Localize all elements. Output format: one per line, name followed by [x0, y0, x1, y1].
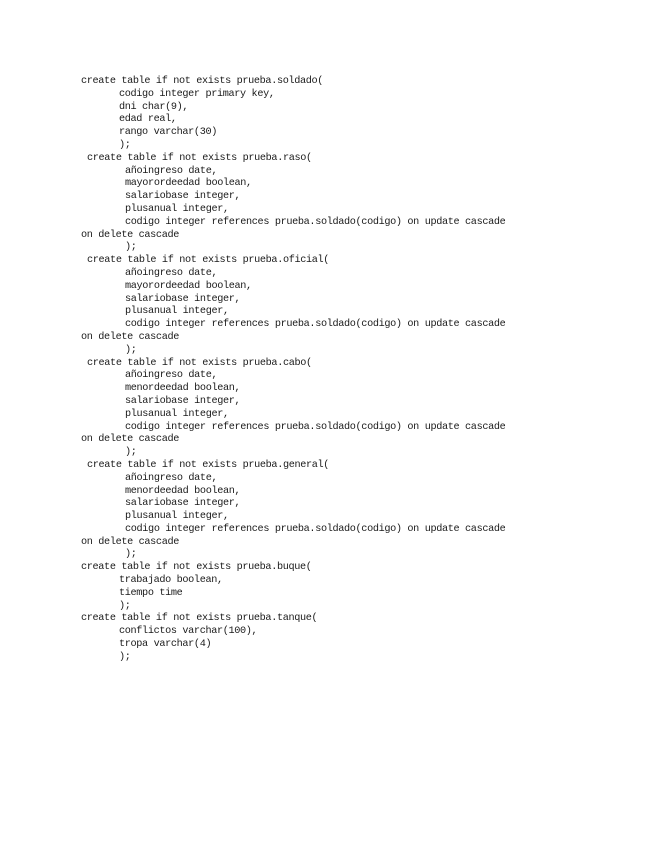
code-line: salariobase integer,	[125, 395, 241, 407]
code-line: conflictos varchar(100),	[119, 626, 258, 638]
code-line: codigo integer references prueba.soldado(codigo) on update cascade	[125, 421, 506, 433]
code-line: añoingreso date,	[125, 472, 218, 484]
code-line: añoingreso date,	[125, 370, 218, 382]
code-line: mayorordeedad boolean,	[125, 178, 252, 190]
code-line: on delete cascade	[81, 229, 179, 241]
code-line: );	[119, 139, 131, 151]
code-line: create table if not exists prueba.tanque(	[81, 613, 318, 625]
code-line: codigo integer references prueba.soldado(codigo) on update cascade	[125, 216, 506, 228]
code-line: mayorordeedad boolean,	[125, 280, 252, 292]
code-line: );	[119, 600, 131, 612]
code-line: añoingreso date,	[125, 165, 218, 177]
code-line: );	[125, 242, 137, 254]
code-line: create table if not exists prueba.soldado(	[81, 76, 324, 87]
code-line: plusanual integer,	[125, 408, 229, 420]
code-line: );	[125, 447, 137, 459]
code-line: on delete cascade	[81, 434, 179, 446]
code-line: codigo integer primary key,	[119, 88, 275, 100]
code-line: tropa varchar(4)	[119, 639, 212, 651]
code-line: create table if not exists prueba.raso(	[87, 152, 312, 164]
code-line: plusanual integer,	[125, 511, 229, 523]
code-line: salariobase integer,	[125, 498, 241, 510]
code-line: añoingreso date,	[125, 267, 218, 279]
code-line: plusanual integer,	[125, 203, 229, 215]
code-line: codigo integer references prueba.soldado(codigo) on update cascade	[125, 523, 506, 535]
code-line: trabajado boolean,	[119, 575, 223, 587]
sql-code-block	[81, 76, 641, 665]
code-line: salariobase integer,	[125, 191, 241, 203]
code-line: create table if not exists prueba.cabo(	[87, 357, 312, 369]
code-line: dni char(9),	[119, 101, 189, 113]
code-line: create table if not exists prueba.buque(	[81, 562, 312, 574]
code-line: plusanual integer,	[125, 306, 229, 318]
code-line: salariobase integer,	[125, 293, 241, 305]
code-line: create table if not exists prueba.oficial(	[87, 255, 330, 267]
code-line: );	[125, 549, 137, 561]
code-line: on delete cascade	[81, 536, 179, 548]
code-line: );	[119, 651, 131, 663]
code-line: rango varchar(30)	[119, 127, 217, 139]
code-line: tiempo time	[119, 587, 183, 599]
code-line: edad real,	[119, 114, 177, 126]
code-line: menordeedad boolean,	[125, 485, 241, 497]
code-line: on delete cascade	[81, 331, 179, 343]
code-line: menordeedad boolean,	[125, 383, 241, 395]
code-line: create table if not exists prueba.general(	[87, 459, 330, 471]
code-line: );	[125, 344, 137, 356]
code-line: codigo integer references prueba.soldado(codigo) on update cascade	[125, 319, 506, 331]
